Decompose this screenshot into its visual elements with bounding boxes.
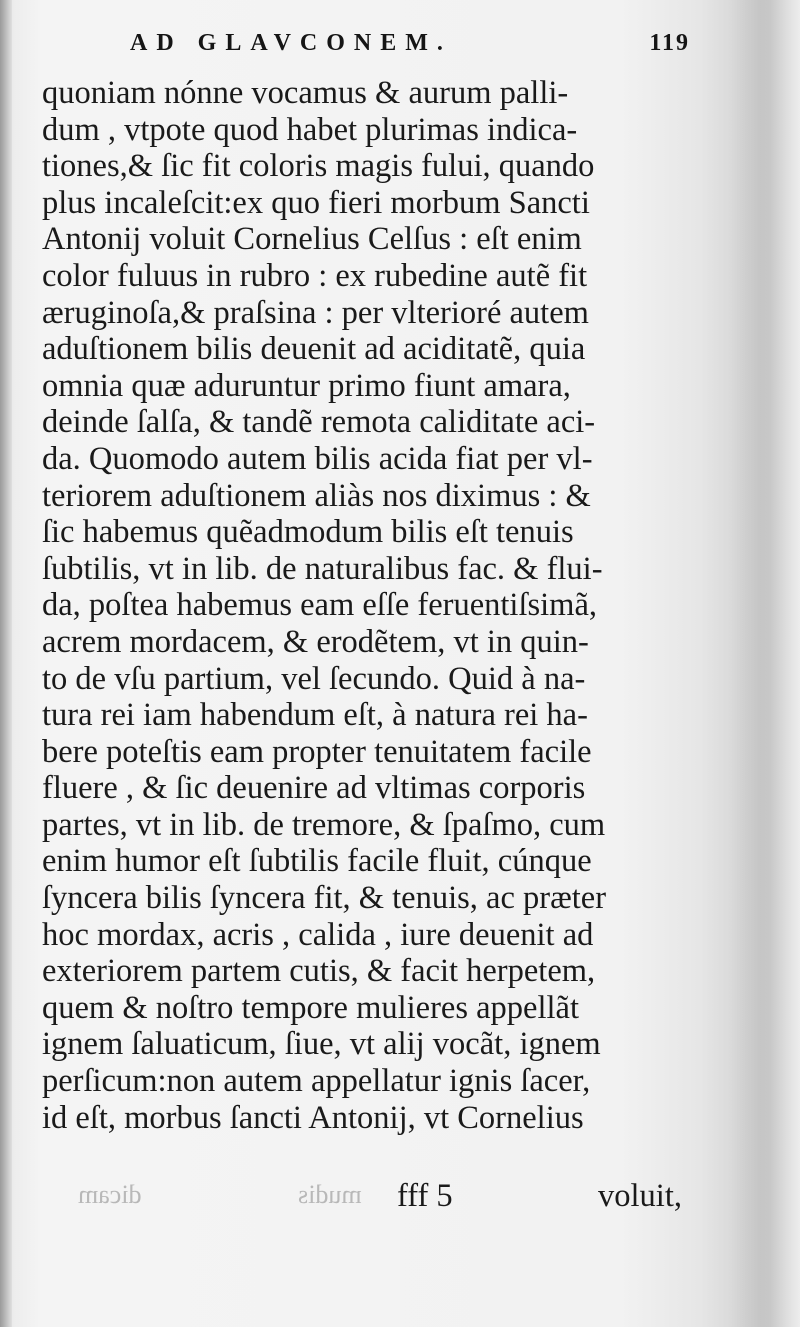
text-line: tura rei iam habendum eſt, à natura rei ha-	[42, 697, 588, 734]
text-line: perſicum:non autem appellatur ignis ſacer,	[42, 1063, 591, 1100]
page-number: 119	[649, 30, 690, 56]
text-line: da. Quomodo autem bilis acida fiat per vl-	[42, 440, 593, 477]
text-line: ſubtilis, vt in lib. de naturalibus fac. & flui-	[42, 550, 603, 587]
running-head	[130, 30, 690, 60]
gutter-shadow	[0, 0, 12, 1327]
text-line: deinde ſalſa, & tandẽ remota caliditate aci-	[42, 404, 596, 441]
text-line: id eſt, morbus ſancti Antonij, vt Cornelius	[42, 1099, 584, 1136]
text-line: da, poſtea habemus eam eſſe feruentiſsimã,	[42, 587, 597, 624]
text-line: bere poteſtis eam propter tenuitatem facile	[42, 733, 592, 770]
text-line: acrem mordacem, & erodẽtem, vt in quin-	[42, 623, 589, 660]
catchword: voluit,	[598, 1178, 682, 1214]
text-line: ignem ſaluaticum, ſiue, vt alij vocãt, ignem	[42, 1026, 601, 1063]
text-line: fluere , & ſic deuenire ad vltimas corporis	[42, 770, 586, 807]
text-line: partes, vt in lib. de tremore, & ſpaſmo, cum	[42, 806, 606, 843]
text-line: omnia quæ aduruntur primo fiunt amara,	[42, 367, 571, 404]
text-line: teriorem aduſtionem aliàs nos diximus : &	[42, 477, 591, 514]
text-line: ſyncera bilis ſyncera fit, & tenuis, ac præter	[42, 880, 607, 917]
body-text	[42, 75, 682, 1136]
show-through-word: mudis	[298, 1180, 362, 1209]
text-line: tiones,& ſic fit coloris magis fului, quando	[42, 148, 595, 185]
text-line: exteriorem partem cutis, & facit herpetem,	[42, 953, 596, 990]
running-head-title: AD GLAVCONEM.	[130, 30, 452, 56]
text-line: hoc mordax, acris , calida , iure deuenit ad	[42, 916, 594, 953]
text-line: color fuluus in rubro : ex rubedine autẽ fit	[42, 257, 588, 294]
text-line: ſic habemus quẽadmodum bilis eſt tenuis	[42, 514, 574, 551]
show-through-word: dicam	[78, 1180, 142, 1209]
text-line: Antonij voluit Cornelius Celſus : eſt enim	[42, 221, 582, 258]
text-line: æruginoſa,& praſsina : per vlterioré autem	[42, 294, 589, 331]
direction-line	[42, 1178, 682, 1214]
text-line: to de vſu partium, vel ſecundo. Quid à na-	[42, 660, 586, 697]
text-line: plus incaleſcit:ex quo fieri morbum Sancti	[42, 184, 590, 221]
signature-mark: fff 5	[397, 1178, 453, 1214]
page-edge-shadow	[730, 0, 800, 1327]
text-line: quem & noſtro tempore mulieres appellãt	[42, 989, 579, 1026]
text-line: dum , vtpote quod habet plurimas indica-	[42, 111, 578, 148]
text-line: aduſtionem bilis deuenit ad aciditatẽ, quia	[42, 331, 586, 368]
text-line: enim humor eſt ſubtilis facile fluit, cúnque	[42, 843, 592, 880]
text-line: quoniam nónne vocamus & aurum palli-	[42, 75, 569, 111]
